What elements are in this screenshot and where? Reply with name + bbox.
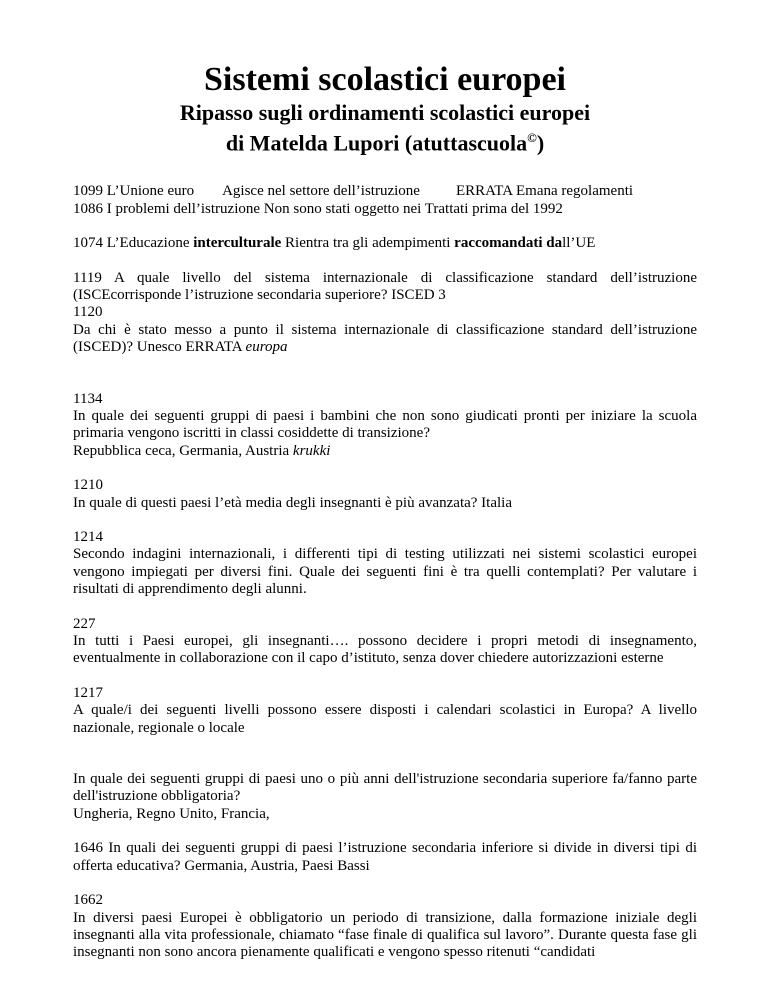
page-title: Sistemi scolastici europei [204, 61, 566, 98]
question-1214-code: 1214 [73, 529, 103, 546]
question-1119: 1119 A quale livello del sistema internazionale di classificazione standard dell’istruzione (ISCEcorrisponde l’istruzione secondaria superiore? ISCED 3 [73, 269, 697, 303]
question-1099: 1099 L’Unione euro Agisce nel settore dell’istruzione ERRATA Emana regolamenti [73, 183, 634, 200]
question-1134-answer: Repubblica ceca, Germania, Austria krukki [73, 442, 331, 459]
question-1217-code: 1217 [73, 684, 103, 701]
question-list [73, 183, 697, 961]
question-1134: In quale dei seguenti gruppi di paesi i bambini che non sono giudicati pronti per iniziare la scuola primaria vengono iscritti in classi cosiddette di transizione? [73, 407, 697, 442]
question-1120: Da chi è stato messo a punto il sistema internazionale di classificazione standard dell’istruzione (ISCED)? Unesco ERRATA europa [73, 321, 697, 356]
subtitle-close: ) [536, 130, 545, 156]
question-227-code: 227 [73, 615, 96, 632]
subtitle-line-2 [73, 125, 697, 155]
question-227: In tutti i Paesi europei, gli insegnanti…. possono decidere i propri metodi di insegnamento, eventualmente in collaborazione con il capo d’istituto, senza dover chiedere autorizzazioni esterne [73, 633, 697, 667]
subtitle-author: di Matelda Lupori (atuttascuola [225, 130, 528, 156]
question-1217: A quale/i dei seguenti livelli possono essere disposti i calendari scolastici in Europa? A livello nazionale, regionale o locale [73, 702, 697, 736]
document-page [73, 60, 697, 962]
question-obbligatoria-answer: Ungheria, Regno Unito, Francia, [73, 805, 270, 822]
question-obbligatoria: In quale dei seguenti gruppi di paesi uno o più anni dell'istruzione secondaria superiore fa/fanno parte dell'istruzione obbligatoria? [73, 771, 697, 805]
question-1214: Secondo indagini internazionali, i differenti tipi di testing utilizzati nei sistemi scolastici europei vengono impiegati per diversi fini. Quale dei seguenti fini è tra quelli contemplati? Per valutare i risultati di apprendimento degli alunni. [73, 546, 697, 598]
question-1086: 1086 I problemi dell’istruzione Non sono stati oggetto nei Trattati prima del 1992 [73, 200, 563, 217]
question-1074: 1074 L’Educazione interculturale Rientra tra gli adempimenti raccomandati dall’UE [73, 235, 596, 252]
question-1210-code: 1210 [73, 477, 103, 494]
question-1662-code: 1662 [73, 892, 103, 909]
question-1646: 1646 In quali dei seguenti gruppi di paesi l’istruzione secondaria inferiore si divide in diversi tipi di offerta educativa? Germania, Austria, Paesi Bassi [73, 840, 697, 874]
subtitle-line-1: Ripasso sugli ordinamenti scolastici europei [179, 100, 591, 125]
question-1134-code: 1134 [73, 390, 103, 407]
copyright-mark: © [527, 130, 537, 145]
question-1120-code: 1120 [73, 304, 103, 321]
question-1210: In quale di questi paesi l’età media degli insegnanti è più avanzata? Italia [73, 494, 512, 511]
question-1662: In diversi paesi Europei è obbligatorio un periodo di transizione, dalla formazione iniziale degli insegnanti alla vita professionale, chiamato “fase finale di qualifica sul lavoro”. Durante questa fase gli insegnanti non sono ancora pienamente qualificati e vengono spesso ritenuti “candidati [73, 909, 697, 961]
